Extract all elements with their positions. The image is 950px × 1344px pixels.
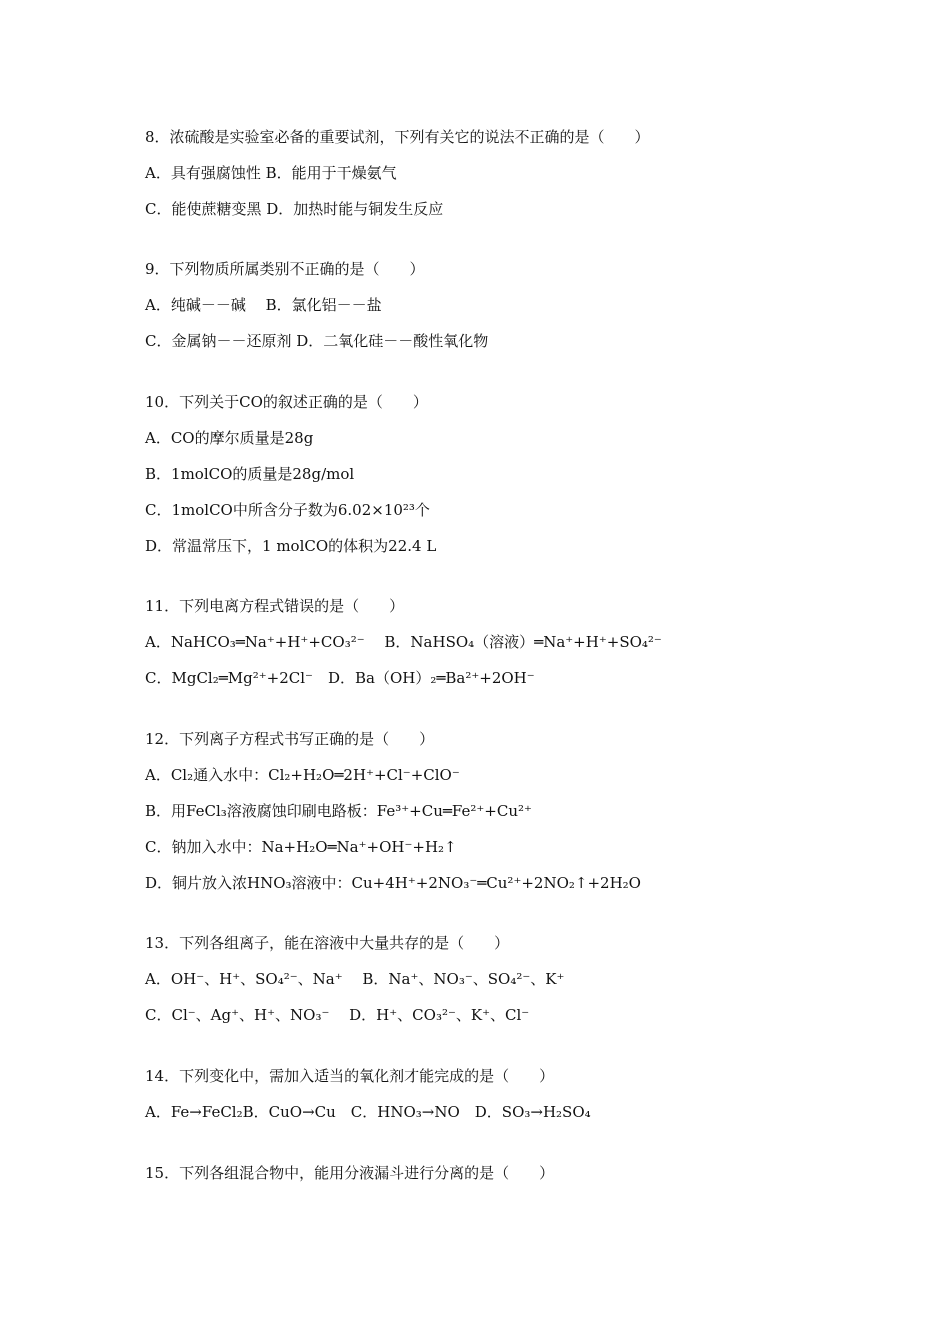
- question-10-option-c: C．1molCO中所含分子数为6.02×10²³个: [145, 501, 430, 519]
- question-14-stem: 14．下列变化中，需加入适当的氧化剂才能完成的是（ ）: [145, 1067, 555, 1085]
- question-11-option-row-1: A．NaHCO₃═Na⁺+H⁺+CO₃²⁻ B．NaHSO₄（溶液）═Na⁺+H⁺+SO₄²⁻: [145, 633, 662, 651]
- question-13-stem: 13．下列各组离子，能在溶液中大量共存的是（ ）: [145, 934, 510, 952]
- question-8-stem: 8．浓硫酸是实验室必备的重要试剂，下列有关它的说法不正确的是（ ）: [145, 128, 650, 146]
- question-15-stem: 15．下列各组混合物中，能用分液漏斗进行分离的是（ ）: [145, 1164, 555, 1182]
- question-14-options: A．Fe→FeCl₂B．CuO→Cu C．HNO₃→NO D．SO₃→H₂SO₄: [145, 1103, 591, 1121]
- question-10-option-d: D．常温常压下，1 molCO的体积为22.4 L: [145, 537, 437, 555]
- question-9-option-row-1: A．纯碱－－碱 B．氯化铝－－盐: [145, 296, 382, 314]
- question-10-option-a: A．CO的摩尔质量是28g: [145, 429, 314, 447]
- question-12-stem: 12．下列离子方程式书写正确的是（ ）: [145, 730, 435, 748]
- question-8-option-row-1: A．具有强腐蚀性 B．能用于干燥氨气: [145, 164, 397, 182]
- question-12-option-a: A．Cl₂通入水中：Cl₂+H₂O═2H⁺+Cl⁻+ClO⁻: [145, 766, 460, 784]
- question-9-stem: 9．下列物质所属类别不正确的是（ ）: [145, 260, 425, 278]
- question-11-option-row-2: C．MgCl₂═Mg²⁺+2Cl⁻ D．Ba（OH）₂═Ba²⁺+2OH⁻: [145, 669, 535, 687]
- question-10-option-b: B．1molCO的质量是28g/mol: [145, 465, 355, 483]
- question-11-stem: 11．下列电离方程式错误的是（ ）: [145, 597, 405, 615]
- question-12-option-c: C．钠加入水中：Na+H₂O═Na⁺+OH⁻+H₂↑: [145, 838, 457, 856]
- question-9-option-row-2: C．金属钠－－还原剂 D．二氧化硅－－酸性氧化物: [145, 332, 489, 350]
- question-10-stem: 10．下列关于CO的叙述正确的是（ ）: [145, 393, 428, 411]
- question-12-option-b: B．用FeCl₃溶液腐蚀印刷电路板：Fe³⁺+Cu═Fe²⁺+Cu²⁺: [145, 802, 532, 820]
- question-8-option-row-2: C．能使蔗糖变黑 D．加热时能与铜发生反应: [145, 200, 444, 218]
- question-12-option-d: D．铜片放入浓HNO₃溶液中：Cu+4H⁺+2NO₃⁻═Cu²⁺+2NO₂↑+2H₂O: [145, 874, 641, 892]
- question-13-option-row-2: C．Cl⁻、Ag⁺、H⁺、NO₃⁻ D．H⁺、CO₃²⁻、K⁺、Cl⁻: [145, 1006, 530, 1024]
- question-13-option-row-1: A．OH⁻、H⁺、SO₄²⁻、Na⁺ B．Na⁺、NO₃⁻、SO₄²⁻、K⁺: [145, 970, 565, 988]
